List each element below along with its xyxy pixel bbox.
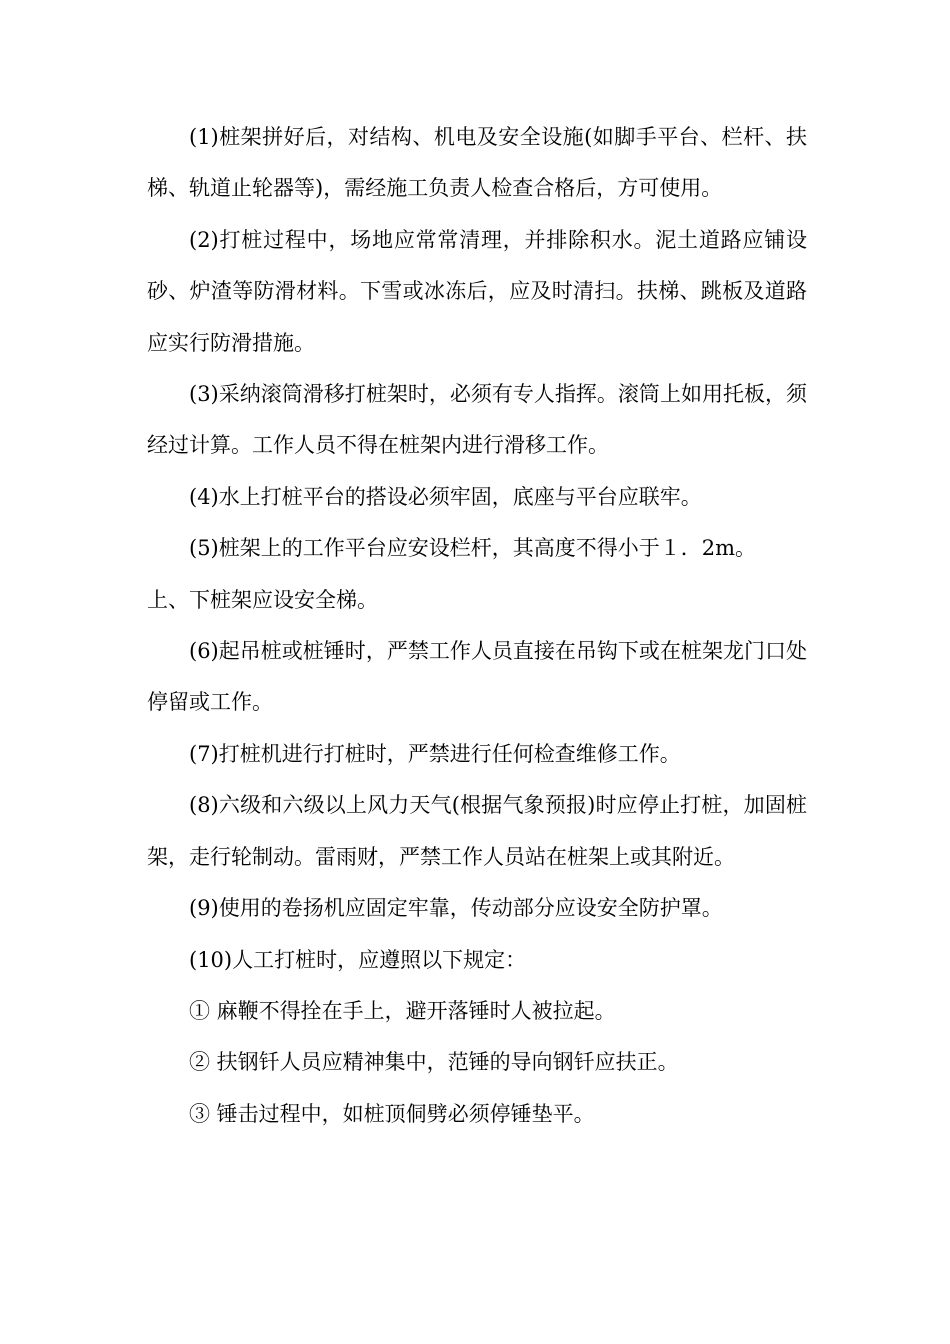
list-item-1: ① 麻鞭不得拴在手上，避开落锤时人被拉起。 bbox=[189, 998, 616, 1023]
paragraph-6: (6)起吊桩或桩锤时，严禁工作人员直接在吊钩下或在桩架龙门口处停留或工作。 bbox=[147, 639, 807, 715]
paragraph-2: (2)打桩过程中，场地应常常清理，并排除积水。泥土道路应铺设砂、炉渣等防滑材料。下雪或冰冻后，应及时清扫。扶梯、跳板及道路应实行防滑措施。 bbox=[147, 227, 807, 355]
paragraph-4: (4)水上打桩平台的搭设必须牢固，底座与平台应联牢。 bbox=[189, 484, 702, 509]
paragraph-8: (8)六级和六级以上风力天气(根据气象预报)时应停止打桩，加固桩架，走行轮制动。雷雨财，严禁工作人员站在桩架上或其附近。 bbox=[147, 793, 807, 869]
paragraph-1: (1)桩架拼好后，对结构、机电及安全设施(如脚手平台、栏杆、扶梯、轨道止轮器等)，需经施工负责人检查合格后，方可使用。 bbox=[147, 125, 807, 201]
paragraph-9: (9)使用的卷扬机应固定牢靠，传动部分应设安全防护罩。 bbox=[189, 896, 723, 921]
paragraph-3: (3)采纳滚筒滑移打桩架时，必须有专人指挥。滚筒上如用托板，须经过计算。工作人员不得在桩架内进行滑移工作。 bbox=[147, 382, 807, 458]
paragraph-5-continuation: 上、下桩架应设安全梯。 bbox=[147, 587, 378, 612]
list-item-3: ③ 锤击过程中，如桩顶侗劈必须停锤垫平。 bbox=[189, 1101, 595, 1126]
document-body bbox=[147, 112, 807, 1140]
paragraph-5: (5)桩架上的工作平台应安设栏杆，其高度不得小于１．2m。 bbox=[189, 536, 757, 561]
list-item-2: ② 扶钢钎人员应精神集中，范锤的导向钢钎应扶正。 bbox=[189, 1050, 679, 1075]
paragraph-7: (7)打桩机进行打桩时，严禁进行任何检查维修工作。 bbox=[189, 741, 681, 766]
paragraph-10: (10)人工打桩时，应遵照以下规定： bbox=[189, 947, 527, 972]
